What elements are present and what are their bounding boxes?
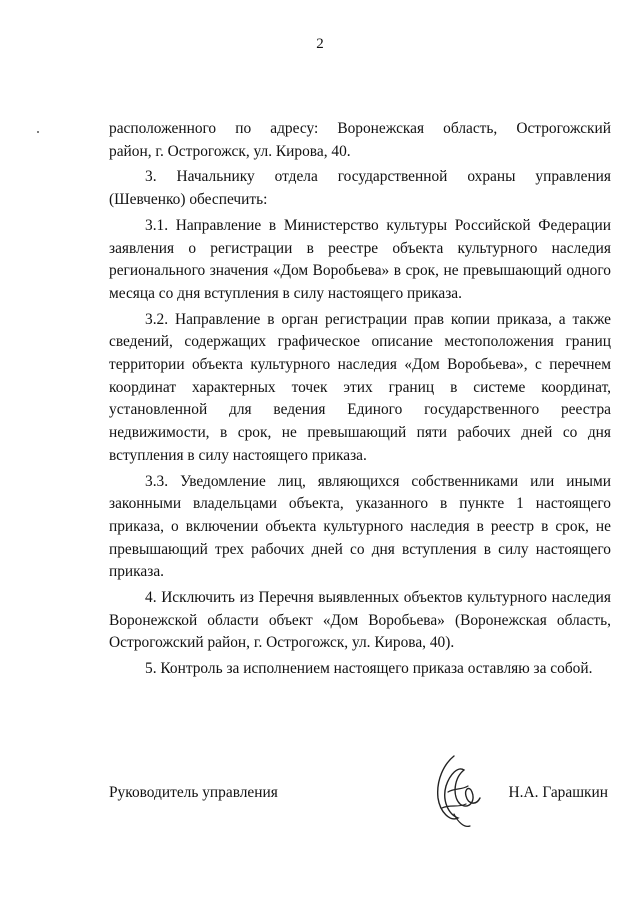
signatory-title: Руководитель управления bbox=[109, 784, 278, 801]
signatory-name: Н.А. Гарашкин bbox=[508, 784, 608, 801]
document-body bbox=[109, 118, 611, 681]
paragraph-item-5: 5. Контроль за исполнением настоящего приказа оставляю за собой. bbox=[145, 660, 593, 678]
paragraph-item-4: 4. Исключить из Перечня выявленных объектов культурного наследия Воронежской области объект «Дом Воробьева» (Воронежская область, Острогожский район, г. Острогожск, ул. Кирова, 40). bbox=[109, 589, 611, 652]
paragraph-item-3-line-1: 3. Начальнику отдела государственной охраны управления bbox=[145, 168, 611, 186]
handwritten-signature bbox=[424, 752, 484, 832]
paragraph-item-3-line-2: (Шевченко) обеспечить: bbox=[109, 191, 268, 209]
paragraph-item-3-3: 3.3. Уведомление лиц, являющихся собственниками или иными законными владельцами объекта, указанного в пункте 1 настоящего приказа, о включении объекта культурного наследия в реестр в срок, не превышающий трех рабочих дней со дня вступления в силу настоящего приказа. bbox=[109, 472, 611, 581]
page-number: 2 bbox=[316, 36, 324, 52]
paragraph-item-3-1: 3.1. Направление в Министерство культуры Российской Федерации заявления о регистрации в реестре объекта культурного наследия регионального значения «Дом Воробьева» в срок, не превышающий одного месяца со дня вступления в силу настоящего приказа. bbox=[109, 216, 611, 302]
paragraph-address-line-2: район, г. Острогожск, ул. Кирова, 40. bbox=[109, 142, 351, 160]
paragraph-item-3-2: 3.2. Направление в орган регистрации прав копии приказа, а также сведений, содержащих графическое описание местоположения границ территории объекта культурного наследия «Дом Воробьева», с перечнем координат характерных точек этих границ в системе координат, установленной для ведения Единого государственного реестра недвижимости, в срок, не превышающий пяти рабочих дней со дня вступления в силу настоящего приказа. bbox=[109, 310, 611, 464]
paragraph-address-line-1: расположенного по адресу: Воронежская область, Острогожский bbox=[109, 120, 611, 137]
margin-dot bbox=[37, 131, 39, 133]
